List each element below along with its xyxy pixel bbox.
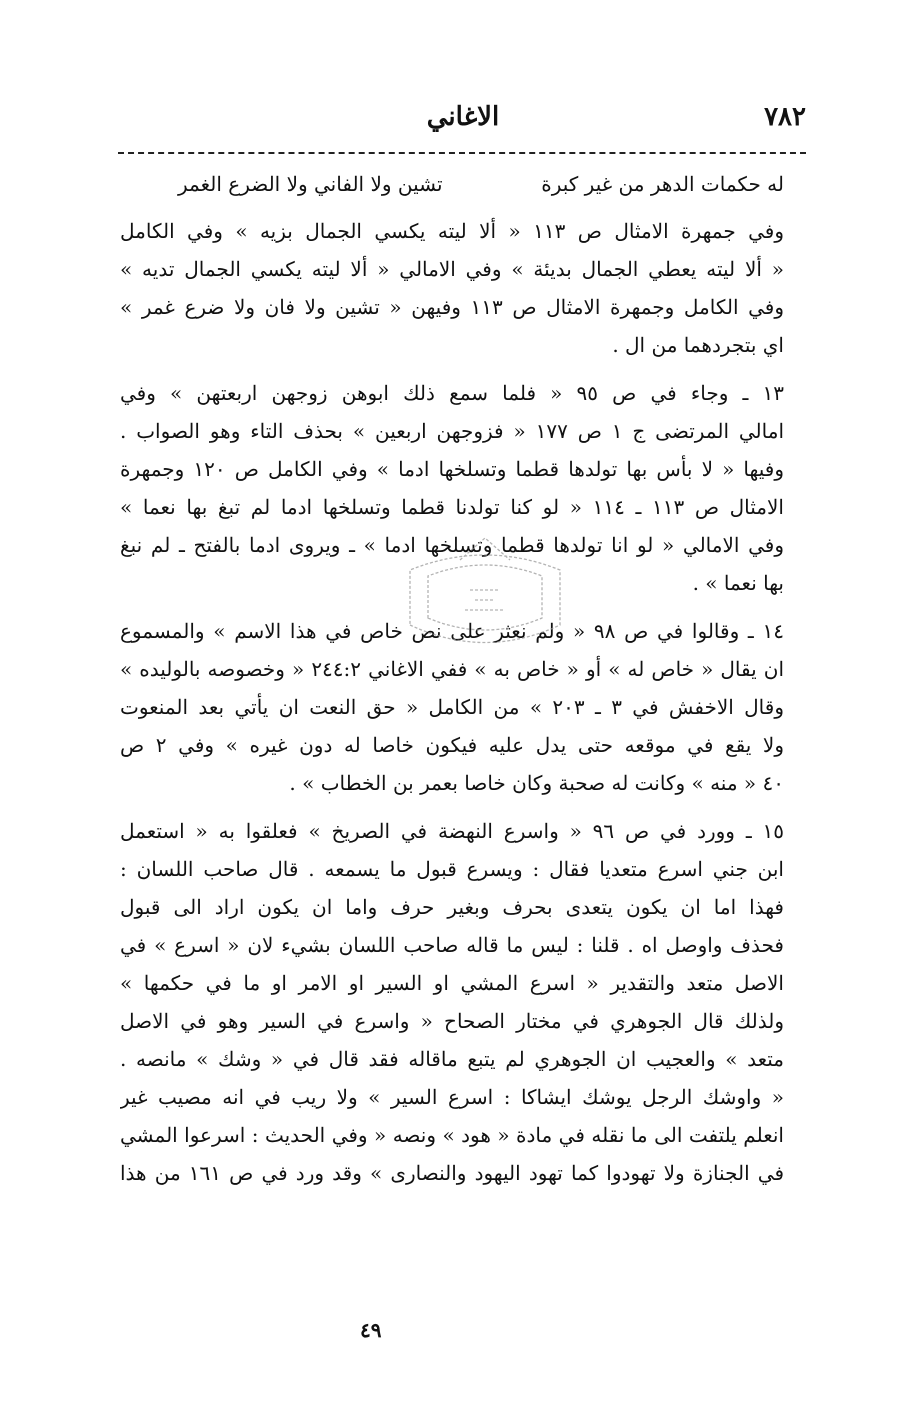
page-number: ٧٨٢	[764, 102, 806, 132]
header-divider	[118, 152, 806, 154]
text-line: الاصل متعد والتقدير « اسرع المشي او السير او الامر او ما في حكمها »	[120, 971, 784, 995]
text-line: ولا يقع في موقعه حتى يدل عليه فيكون خاصا له دون غيره » وفي ٢ ص	[120, 733, 784, 757]
text-line: ولذلك قال الجوهري في مختار الصحاح « واسرع في السير وهو في الاصل	[120, 1009, 784, 1033]
body-text	[120, 212, 784, 1202]
text-line: انعلم يلتفت الى ما نقله في مادة « هود » ونصه « وفي الحديث : اسرعوا المشي	[120, 1123, 784, 1147]
text-line: وقال الاخفش في ٣ ـ ٢٠٣ » من الكامل « حق النعت ان يأتي بعد المنعوت	[120, 695, 784, 719]
text-line: فحذف واوصل اه . قلنا : ليس ما قاله صاحب اللسان بشيء لان « اسرع » في	[120, 933, 784, 957]
text-line: وفيها « لا بأس بها تولدها قطما وتسلخها ادما » وفي الكامل ص ١٢٠ وجمهرة	[120, 457, 784, 481]
text-line: وفي جمهرة الامثال ص ١١٣ « ألا ليته يكسي الجمال بزيه » وفي الكامل	[120, 219, 784, 243]
text-line: ١٣ ـ وجاء في ص ٩٥ « فلما سمع ذلك ابوهن زوجهن اربعتهن » وفي	[120, 381, 784, 405]
text-line: امالي المرتضى ج ١ ص ١٧٧ « فزوجهن اربعين » بحذف التاء وهو الصواب .	[120, 419, 784, 443]
library-seal-stamp-icon	[400, 530, 570, 650]
text-line: ابن جني اسرع متعديا فقال : ويسرع قبول ما يسمعه . قال صاحب اللسان :	[120, 857, 784, 881]
text-line: الامثال ص ١١٣ ـ ١١٤ « لو كنا تولدنا قطما وتسلخها ادما لم تبغ بها نعما »	[120, 495, 784, 519]
book-title: الاغاني	[426, 102, 500, 132]
text-line: « ألا ليته يعطي الجمال بديئة » وفي الامالي « ألا ليته يكسي الجمال تديه »	[120, 257, 784, 281]
verse-second-hemistich: تشين ولا الفاني ولا الضرع الغمر	[178, 172, 443, 196]
text-line: اي بتجردهما من ال .	[612, 333, 784, 357]
text-line: ١٤ ـ وقالوا في ص ٩٨ « ولم نعثر على نص خاص في هذا الاسم » والمسموع	[120, 619, 784, 643]
text-line: متعد » والعجيب ان الجوهري لم يتبع ماقاله فقد قال في « وشك » مانصه .	[120, 1047, 784, 1071]
page-header	[120, 100, 806, 144]
text-line: في الجنازة ولا تهودوا كما تهود اليهود والنصارى » وقد ورد في ص ١٦١ من هذا	[120, 1161, 784, 1185]
text-line: ان يقال « خاص له » أو « خاص به » ففي الاغاني ٢٤٤:٢ « وخصوصه بالوليده »	[120, 657, 784, 681]
text-line: ٤٠ « منه » وكانت له صحبة وكان خاصا بعمر بن الخطاب » .	[289, 771, 784, 795]
poetry-verse	[178, 172, 784, 202]
paragraph-1	[120, 212, 784, 364]
text-line: ١٥ ـ وورد في ص ٩٦ « واسرع النهضة في الصريخ » فعلقوا به « استعمل	[120, 819, 784, 843]
text-line: فهذا اما ان يكون يتعدى بحرف وبغير حرف واما ان يكون اراد الى قبول	[120, 895, 784, 919]
text-line: وفي الكامل وجمهرة الامثال ص ١١٣ وفيهن « تشين ولا فان ولا ضرع غمر »	[120, 295, 784, 319]
text-line: بها نعما » .	[692, 571, 784, 595]
verse-first-hemistich: له حكمات الدهر من غير كبرة	[541, 172, 784, 196]
footer-signature-mark: ٤٩	[360, 1318, 382, 1342]
paragraph-15	[120, 812, 784, 1192]
text-line: « واوشك الرجل يوشك ايشاكا : اسرع السير » ولا ريب في انه مصيب غير	[120, 1085, 784, 1109]
text-line: وفي الامالي « لو انا تولدها قطما وتسلخها ادما » ـ ويروى ادما بالفتح ـ لم نبغ	[120, 533, 784, 557]
